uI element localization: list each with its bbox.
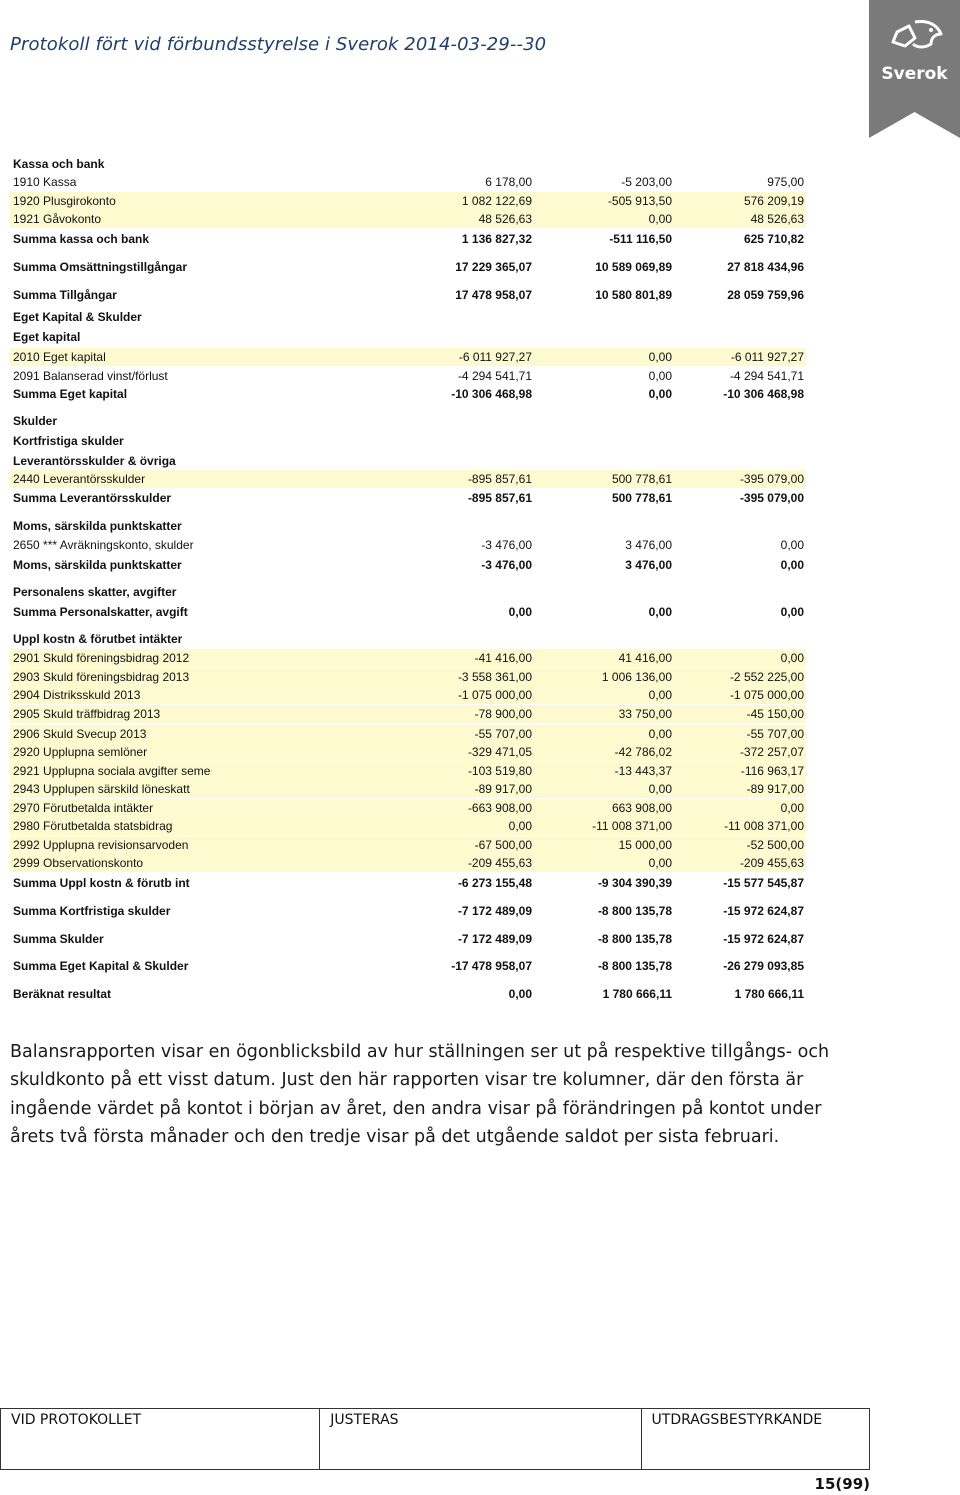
sum-row xyxy=(10,258,806,276)
section-heading-row xyxy=(10,308,806,326)
account-row xyxy=(10,470,806,488)
sum-row xyxy=(10,603,806,621)
row-label: Kortfristiga skulder xyxy=(13,434,124,448)
opening-balance-value: 17 478 958,07 xyxy=(455,288,532,302)
opening-balance-value: -4 294 541,71 xyxy=(457,369,532,383)
row-label: Beräknat resultat xyxy=(13,987,112,1001)
page-header-title: Protokoll fört vid förbundsstyrelse i Sverok 2014-03-29--30 xyxy=(10,34,547,55)
period-change-value: -13 443,37 xyxy=(614,764,672,778)
opening-balance-value: -895 857,61 xyxy=(467,491,532,505)
opening-balance-value: -895 857,61 xyxy=(467,472,532,486)
closing-balance-value: -1 075 000,00 xyxy=(729,688,804,702)
closing-balance-value: 0,00 xyxy=(780,538,804,552)
row-label: 1920 Plusgirokonto xyxy=(13,194,116,208)
period-change-value: 0,00 xyxy=(648,782,672,796)
opening-balance-value: -1 075 000,00 xyxy=(457,688,532,702)
period-change-value: 1 006 136,00 xyxy=(601,670,672,684)
closing-balance-value: 28 059 759,96 xyxy=(727,288,804,302)
closing-balance-value: -2 552 225,00 xyxy=(729,670,804,684)
sum-row xyxy=(10,957,806,975)
row-label: 2650 *** Avräkningskonto, skulder xyxy=(13,538,194,552)
closing-balance-value: -4 294 541,71 xyxy=(729,369,804,383)
sum-row xyxy=(10,874,806,892)
signature-footer-table xyxy=(0,1408,870,1470)
account-row xyxy=(10,854,806,872)
account-row xyxy=(10,367,806,385)
account-row xyxy=(10,705,806,723)
account-row xyxy=(10,780,806,798)
sum-row xyxy=(10,902,806,920)
closing-balance-value: -15 577 545,87 xyxy=(723,876,804,890)
account-row xyxy=(10,536,806,554)
sum-row xyxy=(10,985,806,1003)
opening-balance-value: 6 178,00 xyxy=(485,175,532,189)
opening-balance-value: 48 526,63 xyxy=(478,212,532,226)
account-row xyxy=(10,725,806,743)
account-row xyxy=(10,192,806,210)
period-change-value: 41 416,00 xyxy=(618,651,672,665)
closing-balance-value: -372 257,07 xyxy=(739,745,804,759)
account-row xyxy=(10,762,806,780)
opening-balance-value: -7 172 489,09 xyxy=(457,904,532,918)
period-change-value: -505 913,50 xyxy=(607,194,672,208)
row-label: 2904 Distriksskuld 2013 xyxy=(13,688,141,702)
sum-row xyxy=(10,556,806,574)
row-label: Skulder xyxy=(13,414,58,428)
period-change-value: 10 589 069,89 xyxy=(595,260,672,274)
closing-balance-value: -55 707,00 xyxy=(746,727,804,741)
opening-balance-value: -17 478 958,07 xyxy=(451,959,532,973)
sverok-logo xyxy=(869,0,960,138)
row-label: Leverantörsskulder & övriga xyxy=(13,454,176,468)
section-heading-row xyxy=(10,328,806,346)
opening-balance-value: -103 519,80 xyxy=(467,764,532,778)
row-label: Personalens skatter, avgifter xyxy=(13,585,177,599)
period-change-value: 0,00 xyxy=(648,212,672,226)
period-change-value: -511 116,50 xyxy=(609,232,672,246)
row-label: Uppl kostn & förutbet intäkter xyxy=(13,632,183,646)
opening-balance-value: -7 172 489,09 xyxy=(457,932,532,946)
account-row xyxy=(10,686,806,704)
row-label: Kassa och bank xyxy=(13,157,105,171)
period-change-value: 663 908,00 xyxy=(611,801,672,815)
opening-balance-value: 0,00 xyxy=(508,819,532,833)
closing-balance-value: 0,00 xyxy=(780,558,804,572)
period-change-value: 0,00 xyxy=(648,369,672,383)
period-change-value: -8 800 135,78 xyxy=(597,959,672,973)
account-row xyxy=(10,649,806,667)
row-label: 2980 Förutbetalda statsbidrag xyxy=(13,819,173,833)
closing-balance-value: 1 780 666,11 xyxy=(734,987,804,1001)
row-label: 2905 Skuld träffbidrag 2013 xyxy=(13,707,161,721)
row-label: 2992 Upplupna revisionsarvoden xyxy=(13,838,189,852)
section-heading-row xyxy=(10,432,806,450)
row-label: 1910 Kassa xyxy=(13,175,77,189)
period-change-value: 0,00 xyxy=(648,605,672,619)
row-label: 2010 Eget kapital xyxy=(13,350,106,364)
closing-balance-value: -26 279 093,85 xyxy=(723,959,804,973)
period-change-value: 0,00 xyxy=(648,688,672,702)
row-label: Summa Kortfristiga skulder xyxy=(13,904,171,918)
sum-row xyxy=(10,385,806,403)
row-label: 2920 Upplupna semlöner xyxy=(13,745,148,759)
row-label: Summa Tillgångar xyxy=(13,288,117,302)
opening-balance-value: -3 476,00 xyxy=(481,538,532,552)
row-label: Summa Uppl kostn & förutb int xyxy=(13,876,190,890)
period-change-value: 0,00 xyxy=(648,350,672,364)
closing-balance-value: -11 008 371,00 xyxy=(724,819,804,833)
opening-balance-value: -67 500,00 xyxy=(474,838,532,852)
sum-row xyxy=(10,930,806,948)
closing-balance-value: -209 455,63 xyxy=(739,856,804,870)
closing-balance-value: -395 079,00 xyxy=(739,491,804,505)
opening-balance-value: -329 471,05 xyxy=(467,745,532,759)
opening-balance-value: -6 011 927,27 xyxy=(458,350,532,364)
row-label: 2906 Skuld Svecup 2013 xyxy=(13,727,147,741)
row-label: 2970 Förutbetalda intäkter xyxy=(13,801,154,815)
closing-balance-value: -89 917,00 xyxy=(746,782,804,796)
footer-cell-utdrag: UTDRAGSBESTYRKANDE xyxy=(651,1412,823,1428)
closing-balance-value: 0,00 xyxy=(780,801,804,815)
sum-row xyxy=(10,489,806,507)
logo-text: Sverok xyxy=(881,64,948,84)
account-row xyxy=(10,836,806,854)
row-label: Summa Eget kapital xyxy=(13,387,128,401)
opening-balance-value: -10 306 468,98 xyxy=(451,387,532,401)
opening-balance-value: -55 707,00 xyxy=(474,727,532,741)
row-label: 1921 Gåvokonto xyxy=(13,212,102,226)
row-label: Moms, särskilda punktskatter xyxy=(13,558,182,572)
period-change-value: 33 750,00 xyxy=(618,707,672,721)
closing-balance-value: 576 209,19 xyxy=(743,194,804,208)
footer-cell-protokoll: VID PROTOKOLLET xyxy=(1,1409,320,1469)
opening-balance-value: -663 908,00 xyxy=(467,801,532,815)
closing-balance-value: -45 150,00 xyxy=(746,707,804,721)
section-heading-row xyxy=(10,412,806,430)
opening-balance-value: 0,00 xyxy=(508,605,532,619)
account-row xyxy=(10,173,806,191)
row-label: 2943 Upplupen särskild löneskatt xyxy=(13,782,190,796)
account-row xyxy=(10,799,806,817)
period-change-value: 3 476,00 xyxy=(625,538,672,552)
account-row xyxy=(10,668,806,686)
period-change-value: -8 800 135,78 xyxy=(597,904,672,918)
period-change-value: -42 786,02 xyxy=(614,745,672,759)
period-change-value: 500 778,61 xyxy=(611,472,672,486)
row-label: Summa Skulder xyxy=(13,932,104,946)
row-label: Eget kapital xyxy=(13,330,81,344)
period-change-value: 0,00 xyxy=(648,856,672,870)
opening-balance-value: 0,00 xyxy=(508,987,532,1001)
row-label: Summa kassa och bank xyxy=(13,232,150,246)
closing-balance-value: 625 710,82 xyxy=(743,232,804,246)
closing-balance-value: 27 818 434,96 xyxy=(727,260,804,274)
row-label: 2999 Observationskonto xyxy=(13,856,144,870)
opening-balance-value: -6 273 155,48 xyxy=(457,876,532,890)
row-label: Eget Kapital & Skulder xyxy=(13,310,142,324)
period-change-value: 500 778,61 xyxy=(611,491,672,505)
section-heading-row xyxy=(10,517,806,535)
body-paragraph: Balansrapporten visar en ögonblicksbild av hur ställningen ser ut på respektive tillgångs- och skuldkonto på ett visst datum. Just den här rapporten visar tre kolumner, där den första är ingående värdet på kontot i början av året, den andra visar på förändringen på kontot under årets två första månader och den tredje visar på det utgående saldot per sista februari. xyxy=(10,1042,830,1148)
opening-balance-value: 17 229 365,07 xyxy=(455,260,532,274)
opening-balance-value: -78 900,00 xyxy=(474,707,532,721)
row-label: 2440 Leverantörsskulder xyxy=(13,472,146,486)
footer-cell-justeras: JUSTERAS xyxy=(320,1409,641,1469)
page-number: 15(99) xyxy=(814,1475,870,1493)
section-heading-row xyxy=(10,630,806,648)
period-change-value: 15 000,00 xyxy=(618,838,672,852)
section-heading-row xyxy=(10,155,806,173)
row-label: 2901 Skuld föreningsbidrag 2012 xyxy=(13,651,190,665)
closing-balance-value: 0,00 xyxy=(780,605,804,619)
period-change-value: 1 780 666,11 xyxy=(602,987,672,1001)
closing-balance-value: -15 972 624,87 xyxy=(723,932,804,946)
closing-balance-value: 0,00 xyxy=(780,651,804,665)
opening-balance-value: -209 455,63 xyxy=(467,856,532,870)
sum-row xyxy=(10,286,806,304)
row-label: 2921 Upplupna sociala avgifter seme xyxy=(13,764,211,778)
row-label: Summa Omsättningstillgångar xyxy=(13,260,188,274)
closing-balance-value: -10 306 468,98 xyxy=(723,387,804,401)
closing-balance-value: -116 963,17 xyxy=(740,764,804,778)
closing-balance-value: -395 079,00 xyxy=(739,472,804,486)
row-label: Moms, särskilda punktskatter xyxy=(13,519,182,533)
opening-balance-value: -89 917,00 xyxy=(474,782,532,796)
row-label: 2091 Balanserad vinst/förlust xyxy=(13,369,168,383)
period-change-value: 3 476,00 xyxy=(625,558,672,572)
period-change-value: 0,00 xyxy=(648,387,672,401)
opening-balance-value: -41 416,00 xyxy=(474,651,532,665)
row-label: Summa Eget Kapital & Skulder xyxy=(13,959,189,973)
account-row xyxy=(10,817,806,835)
closing-balance-value: 48 526,63 xyxy=(750,212,804,226)
period-change-value: -9 304 390,39 xyxy=(597,876,672,890)
closing-balance-value: -6 011 927,27 xyxy=(730,350,804,364)
closing-balance-value: -52 500,00 xyxy=(746,838,804,852)
account-row xyxy=(10,210,806,228)
section-heading-row xyxy=(10,452,806,470)
period-change-value: -5 203,00 xyxy=(621,175,672,189)
opening-balance-value: 1 082 122,69 xyxy=(461,194,532,208)
account-row xyxy=(10,743,806,761)
row-label: Summa Leverantörsskulder xyxy=(13,491,172,505)
closing-balance-value: -15 972 624,87 xyxy=(723,904,804,918)
account-row xyxy=(10,348,806,366)
section-heading-row xyxy=(10,583,806,601)
opening-balance-value: -3 476,00 xyxy=(481,558,532,572)
row-label: 2903 Skuld föreningsbidrag 2013 xyxy=(13,670,190,684)
period-change-value: -11 008 371,00 xyxy=(592,819,672,833)
opening-balance-value: 1 136 827,32 xyxy=(461,232,532,246)
row-label: Summa Personalskatter, avgift xyxy=(13,605,188,619)
closing-balance-value: 975,00 xyxy=(767,175,804,189)
sum-row xyxy=(10,230,806,248)
period-change-value: -8 800 135,78 xyxy=(597,932,672,946)
period-change-value: 10 580 801,89 xyxy=(595,288,672,302)
opening-balance-value: -3 558 361,00 xyxy=(457,670,532,684)
period-change-value: 0,00 xyxy=(648,727,672,741)
